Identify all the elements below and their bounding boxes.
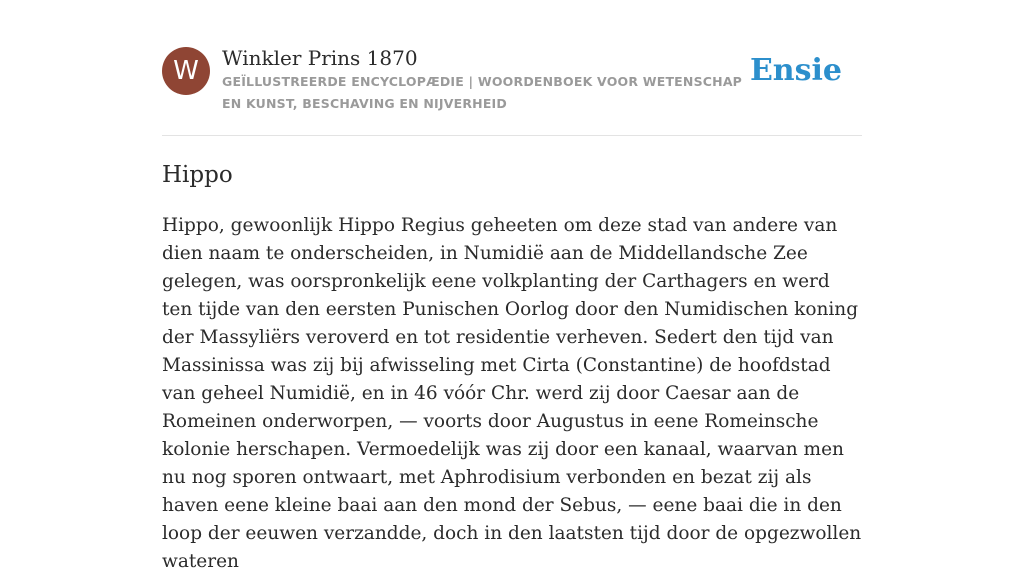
article-body: Hippo, gewoonlijk Hippo Regius geheeten om deze stad van andere van dien naam te onderscheiden, in Numidië aan de Middellandsche Zee gelegen, was oorspronkelijk eene volkplanting der Carthagers en werd ten tijde van den eersten Punischen Oorlog door den Numidischen koning der Massyliërs veroverd en tot residentie verheven. Sedert den tijd van Massinissa was zij bij afwisseling met Cirta (Constantine) de hoofdstad van geheel Numidië, en in 46 vóór Chr. werd zij door Caesar aan de Romeinen onderworpen, — voorts door Augustus in eene Romeinsche kolonie herschapen. Vermoedelijk was zij door een kanaal, waarvan men nu nog sporen ontwaart, met Aphrodisium verbonden en bezat zij als haven eene kleine baai aan den mond der Sebus, — eene baai die in den loop der eeuwen verzandde, doch in den laatsten tijd door de opgezwollen wateren bbox=[162, 215, 862, 572]
source-subtitle: GEÏLLUSTREERDE ENCYCLOPÆDIE | WOORDENBOEK VOOR WETENSCHAP EN KUNST, BESCHAVING EN NIJVERHEID bbox=[222, 74, 743, 111]
avatar[interactable]: W bbox=[162, 47, 210, 95]
header-divider bbox=[162, 135, 862, 136]
article-title: Hippo bbox=[162, 162, 233, 188]
brand-logo[interactable]: Ensie bbox=[749, 53, 842, 88]
source-header bbox=[162, 46, 862, 135]
source-title[interactable]: Winkler Prins 1870 bbox=[222, 46, 418, 70]
